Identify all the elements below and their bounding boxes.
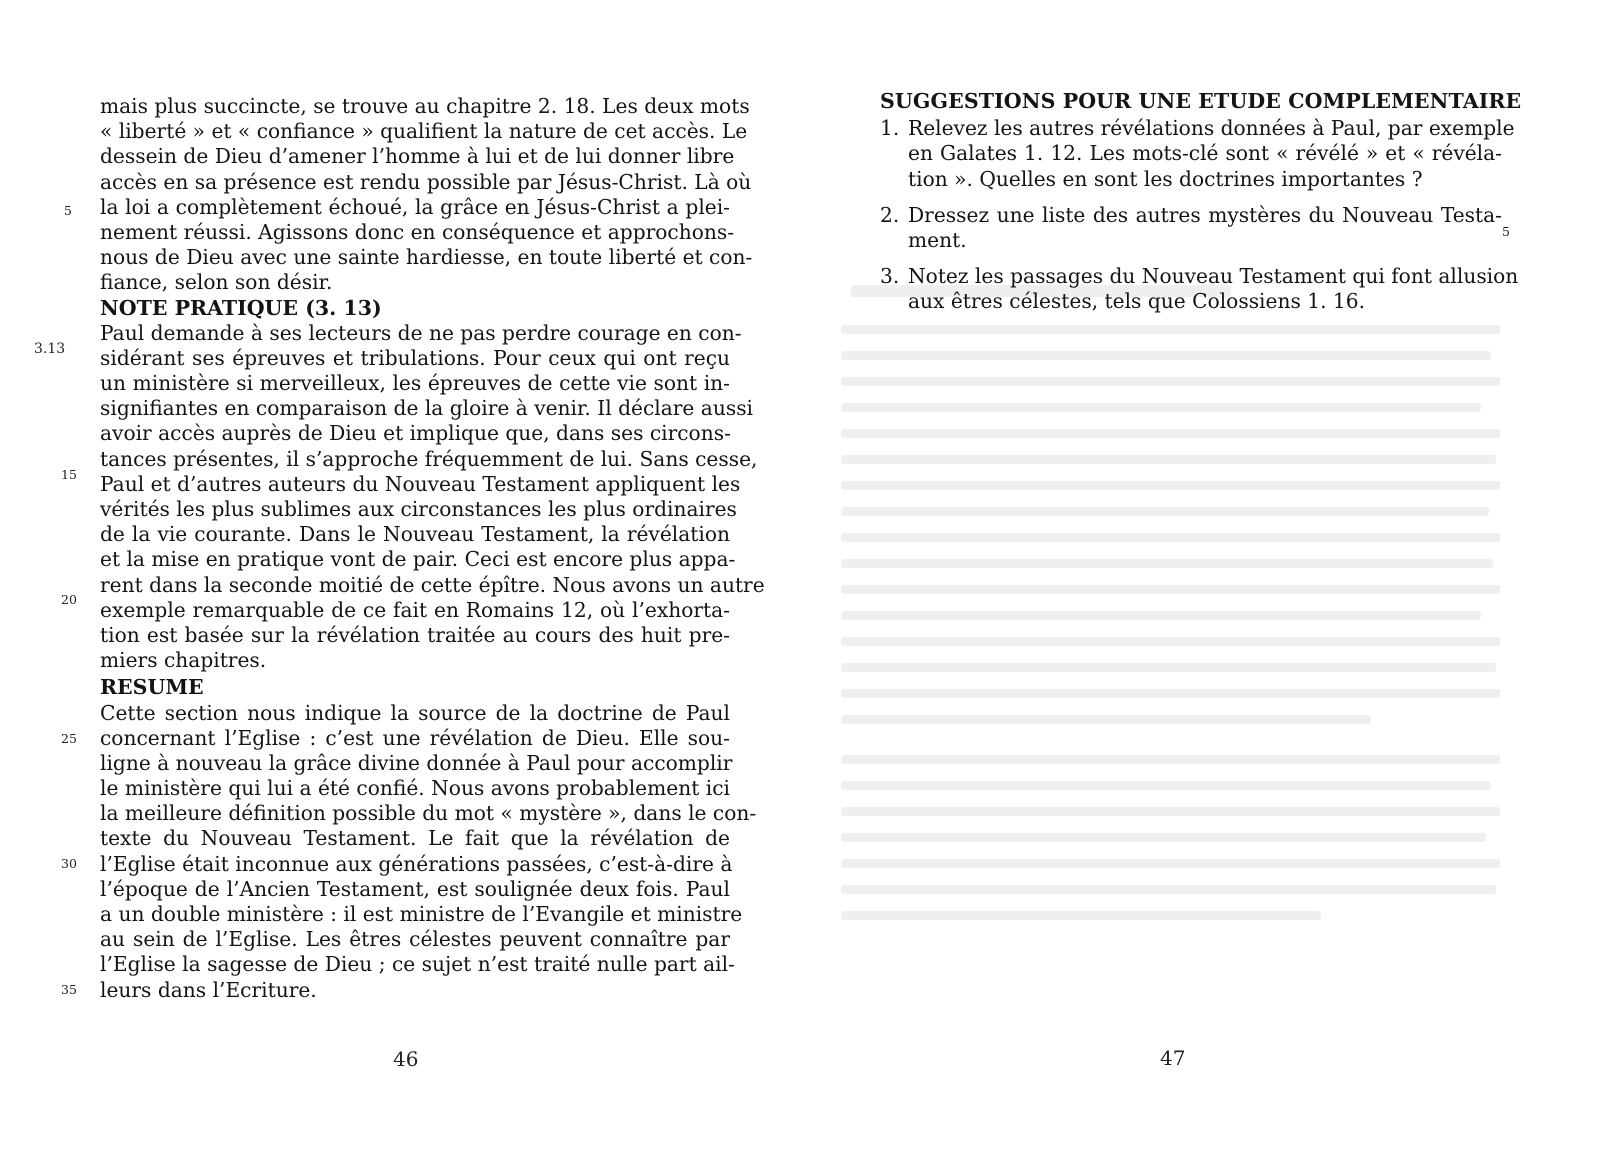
opening-paragraph-line: nous de Dieu avec une sainte hardiesse, en toute liberté et con- — [100, 245, 753, 270]
note-pratique-line: signifiantes en comparaison de la gloire à venir. Il déclare aussi — [100, 396, 754, 421]
list-spacer — [880, 192, 1502, 203]
line-number-25: 25 — [61, 731, 77, 746]
suggestion-item — [880, 116, 1515, 192]
line-number-5: 5 — [1502, 224, 1510, 239]
suggestion-item — [880, 203, 1502, 253]
note-pratique-line: avoir accès auprès de Dieu et implique que, dans ses circons- — [100, 421, 731, 446]
resume-line: au sein de l’Eglise. Les êtres célestes peuvent connaître par — [100, 927, 730, 952]
note-pratique-line: rent dans la seconde moitié de cette épître. Nous avons un autre — [100, 572, 765, 597]
line-number-15: 15 — [61, 467, 77, 482]
resume-line: l’époque de l’Ancien Testament, est soulignée deux fois. Paul — [100, 876, 730, 901]
note-pratique-line: un ministère si merveilleux, les épreuves de cette vie sont in- — [100, 371, 730, 396]
suggestion-text — [908, 116, 1515, 192]
resume-line: concernant l’Eglise : c’est une révélation de Dieu. Elle sou- — [100, 725, 730, 750]
suggestion-number: 1. — [880, 116, 900, 141]
suggestion-line: en Galates 1. 12. Les mots-clé sont « révélé » et « révéla- — [908, 141, 1502, 166]
suggestions-list — [880, 114, 1519, 314]
resume-paragraph — [100, 700, 757, 1003]
note-pratique-line: sidérant ses épreuves et tribulations. Pour ceux qui ont reçu — [100, 345, 730, 370]
note-pratique-line: et la mise en pratique vont de pair. Ceci est encore plus appa- — [100, 547, 736, 572]
note-pratique-line: Paul demande à ses lecteurs de ne pas perdre courage en con- — [100, 320, 742, 345]
note-pratique-line: vérités les plus sublimes aux circonstances les plus ordinaires — [100, 497, 737, 521]
resume-line: ligne à nouveau la grâce divine donnée à Paul pour accomplir — [100, 750, 733, 775]
opening-paragraph — [100, 94, 753, 296]
resume-line: l’Eglise était inconnue aux générations passées, c’est-à-dire à — [100, 851, 733, 876]
resume-line: a un double ministère : il est ministre de l’Evangile et ministre — [100, 902, 743, 926]
opening-paragraph-line: accès en sa présence est rendu possible par Jésus-Christ. Là où — [100, 169, 752, 194]
suggestion-line: Notez les passages du Nouveau Testament qui font allusion — [908, 264, 1519, 289]
opening-paragraph-line: fiance, selon son désir. — [100, 270, 333, 295]
note-pratique-line: tion est basée sur la révélation traitée au cours des huit pre- — [100, 622, 730, 647]
suggestions-heading: SUGGESTIONS POUR UNE ETUDE COMPLEMENTAIRE — [880, 89, 1522, 113]
suggestion-line: Dressez une liste des autres mystères du Nouveau Testa- — [908, 202, 1502, 227]
note-pratique-line: Paul et d’autres auteurs du Nouveau Testament appliquent les — [100, 471, 741, 496]
line-number-30: 30 — [61, 856, 77, 871]
resume-line: l’Eglise la sagesse de Dieu ; ce sujet n’est traité nulle part ail- — [100, 952, 735, 977]
opening-paragraph-line: « liberté » et « confiance » qualifient la nature de cet accès. Le — [100, 119, 748, 144]
opening-paragraph-line: dessein de Dieu d’amener l’homme à lui et de lui donner libre — [100, 144, 735, 169]
suggestion-line: ment. — [908, 227, 967, 252]
note-pratique-heading: NOTE PRATIQUE (3. 13) — [100, 295, 382, 320]
suggestion-number: 2. — [880, 202, 900, 227]
suggestion-line: tion ». Quelles en sont les doctrines importantes ? — [908, 166, 1423, 191]
opening-paragraph-line: mais plus succincte, se trouve au chapitre 2. 18. Les deux mots — [100, 94, 750, 118]
bleed-through-lines — [831, 255, 1519, 950]
suggestion-number: 3. — [880, 264, 900, 289]
suggestion-line: Relevez les autres révélations données à Paul, par exemple — [908, 116, 1515, 141]
resume-line: Cette section nous indique la source de la doctrine de Paul — [100, 700, 730, 725]
page-number: 47 — [1160, 1046, 1186, 1070]
line-number-5: 5 — [64, 203, 72, 218]
note-pratique-line: miers chapitres. — [100, 648, 267, 673]
suggestion-text — [908, 203, 1502, 253]
resume-heading: RESUME — [100, 675, 204, 700]
resume-line: leurs dans l’Ecriture. — [100, 977, 317, 1002]
resume-line: la meilleure définition possible du mot « mystère », dans le con- — [100, 801, 757, 826]
line-number-35: 35 — [61, 982, 77, 997]
suggestion-line: aux êtres célestes, tels que Colossiens 1. 16. — [908, 289, 1366, 314]
suggestion-text — [908, 264, 1519, 314]
list-spacer — [880, 253, 1502, 264]
resume-line: texte du Nouveau Testament. Le fait que la révélation de — [100, 826, 730, 851]
right-page — [800, 0, 1600, 1155]
line-number-20: 20 — [61, 592, 77, 607]
note-pratique-paragraph — [100, 320, 765, 674]
bleed-through-texture — [800, 227, 1519, 950]
left-page-text — [100, 94, 765, 1003]
note-pratique-line: de la vie courante. Dans le Nouveau Testament, la révélation — [100, 522, 730, 547]
resume-line: le ministère qui lui a été confié. Nous avons probablement ici — [100, 776, 730, 801]
opening-paragraph-line: nement réussi. Agissons donc en conséquence et approchons- — [100, 219, 735, 244]
verse-reference: 3.13 — [34, 341, 66, 357]
suggestion-item — [880, 264, 1519, 314]
opening-paragraph-line: la loi a complètement échoué, la grâce en Jésus-Christ a plei- — [100, 194, 730, 219]
note-pratique-line: exemple remarquable de ce fait en Romains 12, où l’exhorta- — [100, 597, 730, 622]
note-pratique-line: tances présentes, il s’approche fréquemment de lui. Sans cesse, — [100, 446, 758, 471]
right-page-text — [880, 89, 1522, 315]
page-number: 46 — [393, 1047, 419, 1071]
